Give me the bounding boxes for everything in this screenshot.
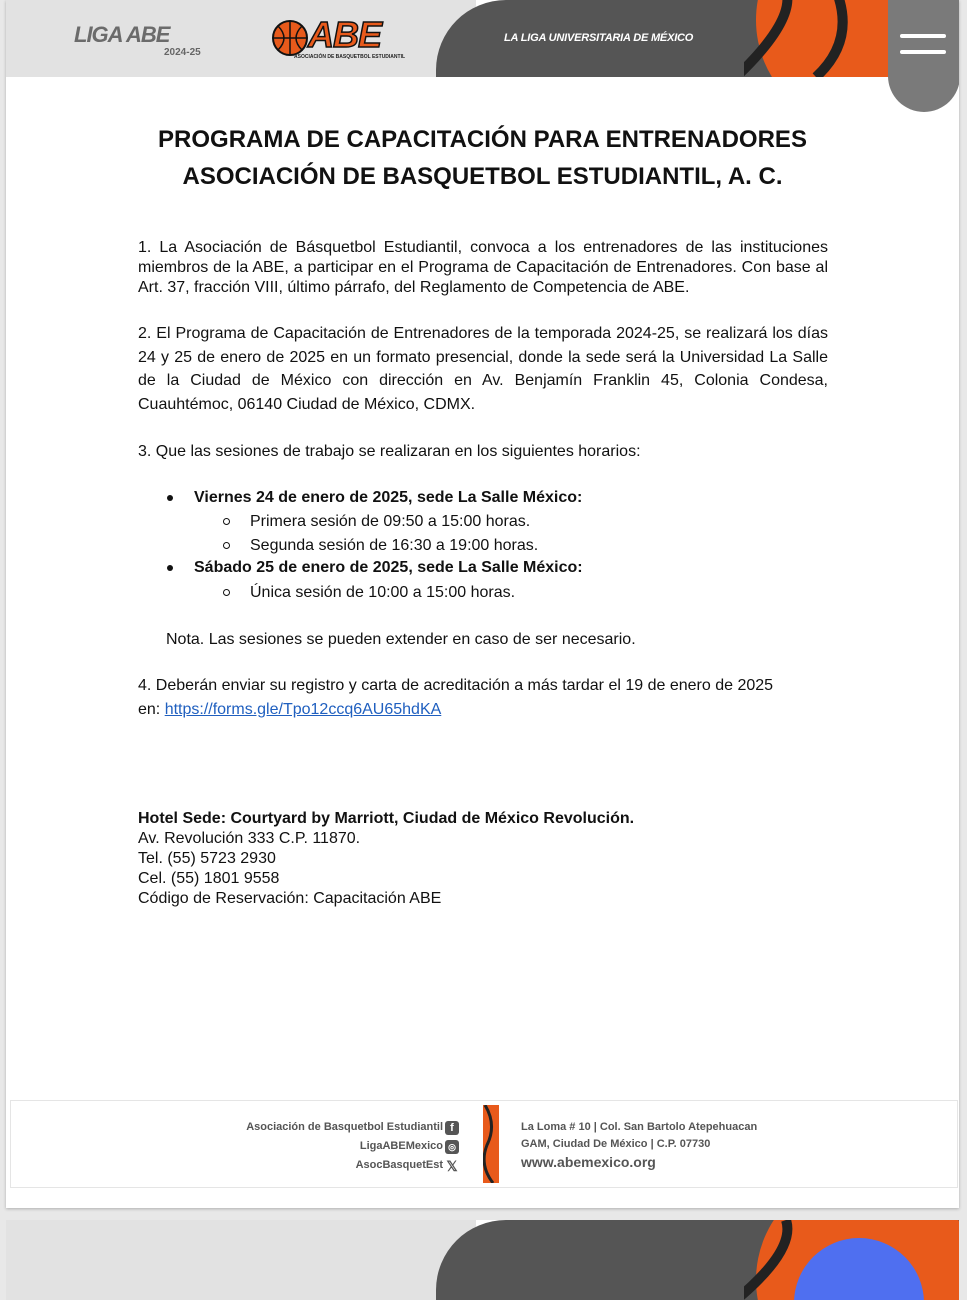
footer-instagram[interactable]: LigaABEMexico xyxy=(359,1140,443,1152)
paragraph-4-link-line xyxy=(138,700,441,720)
paragraph-3: 3. Que las sesiones de trabajo se realizaran en los siguientes horarios: xyxy=(138,443,641,460)
schedule-day-1-session-1: Primera sesión de 09:50 a 15:00 horas. xyxy=(250,513,531,530)
sub-bullet-icon xyxy=(223,589,230,596)
abe-logo xyxy=(272,14,412,66)
hotel-title: Hotel Sede: Courtyard by Marriott, Ciudad de México Revolución. xyxy=(138,810,635,827)
abe-logo-subtitle: ASOCIACIÓN DE BASQUETBOL ESTUDIANTIL xyxy=(294,54,406,60)
paragraph-1: 1. La Asociación de Básquetbol Estudiantil, convoca a los entrenadores de las instituciones miembros de la ABE, a participar en el Programa de Capacitación de Entrenadores. Con base al Art. 37, fracción VIII, último párrafo, del Reglamento de Competencia de ABE. xyxy=(138,239,828,296)
sub-bullet-icon xyxy=(223,518,230,525)
bullet-icon xyxy=(167,495,173,501)
footer-facebook[interactable]: Asociación de Basquetbol Estudiantil xyxy=(246,1121,443,1133)
footer-website[interactable]: www.abemexico.org xyxy=(521,1154,656,1170)
hotel-cell: Cel. (55) 1801 9558 xyxy=(138,870,280,887)
hotel-address: Av. Revolución 333 C.P. 11870. xyxy=(138,830,361,847)
footer-address-line2: GAM, Ciudad De México | C.P. 07730 xyxy=(521,1138,711,1150)
page-header xyxy=(6,0,959,77)
document-page-2-preview xyxy=(6,1220,959,1300)
document-title-line2: ASOCIACIÓN DE BASQUETBOL ESTUDIANTIL, A. C. xyxy=(182,163,783,190)
header-tagline: LA LIGA UNIVERSITARIA DE MÉXICO xyxy=(504,32,694,44)
footer-ball-stripe-icon xyxy=(483,1105,499,1183)
paragraph-2: 2. El Programa de Capacitación de Entrenadores de la temporada 2024-25, se realizará los días 24 y 25 de enero de 2025 en un formato presencial, donde la sede será la Universidad La Salle de la Ciudad de México con dirección en Av. Benjamín Franklin 45, Colonia Condesa, Cuauhtémoc, 06140 Ciudad de México, CDMX. xyxy=(138,325,828,413)
sub-bullet-icon xyxy=(223,542,230,549)
schedule-note: Nota. Las sesiones se pueden extender en caso de ser necesario. xyxy=(166,631,636,648)
hotel-reservation-code: Código de Reservación: Capacitación ABE xyxy=(138,890,442,907)
liga-season: 2024-25 xyxy=(164,47,201,58)
abe-logo-text: ABE xyxy=(308,14,382,55)
hotel-phone: Tel. (55) 5723 2930 xyxy=(138,850,276,867)
schedule-day-1-session-2: Segunda sesión de 16:30 a 19:00 horas. xyxy=(250,537,539,554)
header-light-band xyxy=(6,1220,476,1300)
registration-form-link[interactable]: https://forms.gle/Tpo12ccq6AU65hdKA xyxy=(164,701,442,718)
footer-address-line1: La Loma # 10 | Col. San Bartolo Atepehuacan xyxy=(521,1121,758,1133)
paragraph-4: 4. Deberán enviar su registro y carta de acreditación a más tardar el 19 de enero de 2025 xyxy=(138,677,774,694)
instagram-icon: ◎ xyxy=(445,1140,459,1154)
schedule-day-2-session-1: Única sesión de 10:00 a 15:00 horas. xyxy=(250,584,516,601)
document-title-line1: PROGRAMA DE CAPACITACIÓN PARA ENTRENADORES xyxy=(158,126,807,153)
page-footer xyxy=(10,1100,958,1188)
link-prefix: en: xyxy=(138,701,165,718)
footer-x[interactable]: AsocBasquetEst xyxy=(355,1159,443,1171)
document-page-1 xyxy=(6,0,959,1208)
facebook-icon: f xyxy=(445,1121,459,1135)
bullet-icon xyxy=(167,565,173,571)
liga-abe-logo xyxy=(74,22,244,62)
liga-logo-text: LIGA ABE xyxy=(74,22,170,47)
schedule-day-1: Viernes 24 de enero de 2025, sede La Salle México: xyxy=(194,489,583,506)
hamburger-line-icon xyxy=(900,50,946,54)
menu-button[interactable] xyxy=(888,0,959,112)
hamburger-line-icon xyxy=(900,34,946,38)
schedule-day-2: Sábado 25 de enero de 2025, sede La Salle México: xyxy=(194,559,583,576)
x-icon: 𝕏 xyxy=(446,1158,458,1174)
